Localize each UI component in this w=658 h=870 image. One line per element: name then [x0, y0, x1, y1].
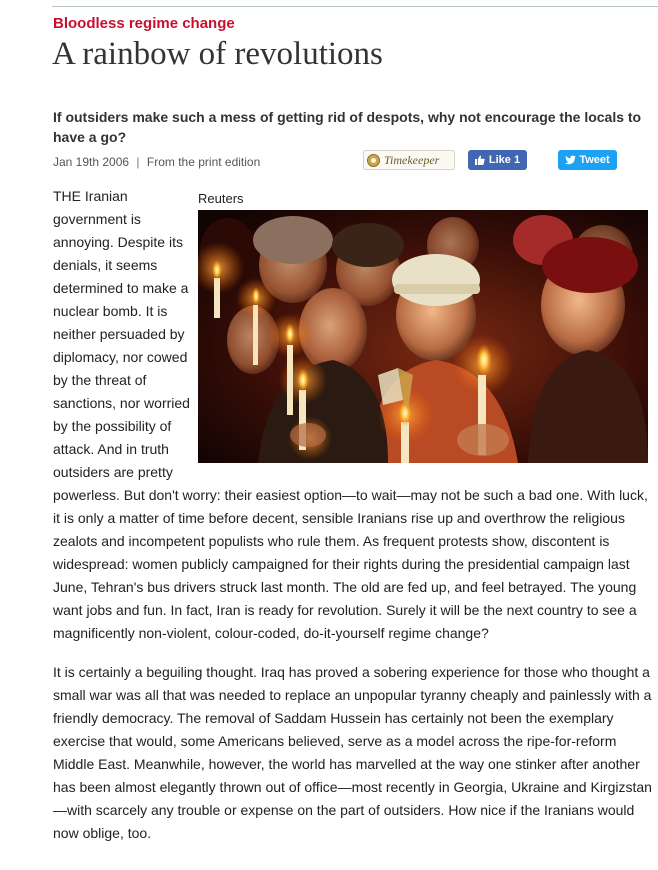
- facebook-thumb-icon: [475, 155, 485, 165]
- meta-separator: |: [136, 155, 140, 169]
- print-edition-link[interactable]: From the print edition: [146, 155, 261, 169]
- like-label: Like 1: [488, 154, 521, 166]
- top-rule: [52, 6, 658, 7]
- article-headline: A rainbow of revolutions: [52, 36, 383, 72]
- article-rubric: If outsiders make such a mess of getting rid of despots, why not encourage the locals to have a go?: [53, 109, 642, 145]
- tweet-button[interactable]: [558, 150, 617, 170]
- twitter-bird-icon: [565, 155, 576, 165]
- timekeeper-button[interactable]: [363, 150, 455, 170]
- timekeeper-clock-icon: [367, 154, 380, 167]
- article-paragraph: It is certainly a beguiling thought. Iraq has proved a sobering experience for those who thought a small war was all that was needed to replace an unpopular tyranny cheaply and painlessly with a friendly democracy. The removal of Saddam Hussein has certainly not been the exemplary exercise that would, some Americans believed, serve as a model across the ripe-for-reform Middle East. Meanwhile, however, the world has marvelled at the way one stinker after another has been almost elegantly thrown out of office—most recently in Georgia, Ukraine and Kirgizstan—with scarcely any trouble or expense on the part of outsiders. How nice if the Iranians would now oblige, too.: [53, 664, 652, 841]
- article-meta: [53, 155, 260, 169]
- image-float-spacer: [196, 185, 653, 468]
- timekeeper-label: Timekeeper: [384, 152, 440, 167]
- article-kicker: Bloodless regime change: [53, 15, 235, 32]
- article-body: [53, 185, 653, 845]
- tweet-label: Tweet: [579, 154, 610, 166]
- article-paragraph: THE Iranian government is annoying. Despite its denials, it seems determined to make a nuclear bomb. It is neither persuaded by diplomacy, nor cowed by the threat of sanctions, nor worried by the possibility of attack. And in truth outsiders are pretty powerless. But don't worry: their easiest option—to wait—may not be such a bad one. With luck, it is only a matter of time before decent, sensible Iranians rise up and overthrow the religious zealots and incompetent populists who rule them. As frequent protests show, discontent is widespread: women publicly campaigned for their rights during the presidential campaign last June, Tehran's bus drivers struck last month. The old are fed up, and feel betrayed. The young want jobs and fun. In fact, Iran is ready for revolution. Surely it will be the next country to see a magnificently non-violent, colour-coded, do-it-yourself regime change?: [53, 188, 648, 641]
- image-credit: Reuters: [198, 191, 244, 206]
- facebook-like-button[interactable]: [468, 150, 527, 170]
- article-date: Jan 19th 2006: [53, 155, 130, 169]
